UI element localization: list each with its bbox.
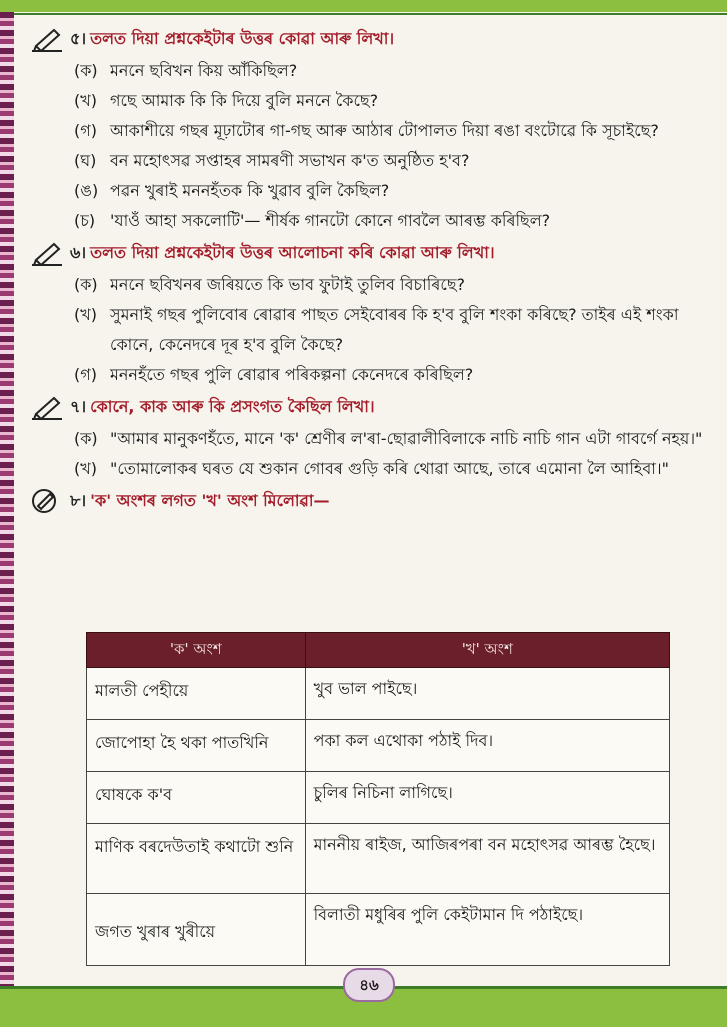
page-content xyxy=(30,22,710,518)
question-number: ৬। xyxy=(70,242,87,262)
cell-a: জগত খুৰাৰ খুৰীয়ে xyxy=(87,894,306,966)
cell-a: ঘোষকে ক'ব xyxy=(87,772,306,824)
pencil-icon xyxy=(30,26,64,52)
page-number: ৪৬ xyxy=(343,968,395,1002)
question-title: কোনে, কাক আৰু কি প্ৰসংগত কৈছিল লিখা। xyxy=(90,396,375,416)
list-item: (ঙ) পৱন খুৰাই মননহঁতক কি খুৱাব বুলি কৈছিল? xyxy=(74,181,390,200)
cell-a: মাণিক বৰদেউতাই কথাটো শুনি xyxy=(87,824,306,894)
table-row xyxy=(87,824,670,894)
table-row xyxy=(87,720,670,772)
column-header-b: 'খ' অংশ xyxy=(305,633,669,668)
question-title: তলত দিয়া প্ৰশ্নকেইটাৰ উত্তৰ আলোচনা কৰি কোৱা আৰু লিখা। xyxy=(90,242,495,262)
list-item: (খ) গছে আমাক কি কি দিয়ে বুলি মননে কৈছে? xyxy=(74,91,379,110)
cell-a: জোপোহা হৈ থকা পাতখিনি xyxy=(87,720,306,772)
matching-table xyxy=(86,632,670,966)
cell-b: বিলাতী মধুৰিৰ পুলি কেইটামান দি পঠাইছে। xyxy=(305,894,669,966)
question-7 xyxy=(30,390,710,484)
list-item: (গ) আকাশীয়ে গছৰ মূঢ়াটোৰ গা-গছ আৰু আঠাৰ টোপালত দিয়া ৰঙা বংটোৱে কি সূচাইছে? xyxy=(74,121,659,140)
table-row xyxy=(87,894,670,966)
question-6 xyxy=(30,236,710,390)
pencil-icon xyxy=(30,240,64,266)
table-row xyxy=(87,668,670,720)
cell-b: চুলিৰ নিচিনা লাগিছে। xyxy=(305,772,669,824)
question-5 xyxy=(30,22,710,236)
list-item: (ক) মননে ছবিখনৰ জৰিয়তে কি ভাব ফুটাই তুলিব বিচাৰিছে? xyxy=(74,275,466,294)
table-row xyxy=(87,772,670,824)
top-border xyxy=(0,0,727,12)
list-item: (ক) "আমাৰ মানুকণহঁতে, মানে 'ক' শ্ৰেণীৰ ল'ৰা-ছোৱালীবিলাকে নাচি নাচি গান এটা গাবৰ্গে নহয়।" xyxy=(74,429,703,448)
question-title: তলত দিয়া প্ৰশ্নকেইটাৰ উত্তৰ কোৱা আৰু লিখা। xyxy=(90,28,395,48)
question-number: ৭। xyxy=(70,396,87,416)
cell-b: পকা কল এথোকা পঠাই দিব। xyxy=(305,720,669,772)
list-item: (ঘ) বন মহোৎসৱ সপ্তাহৰ সামৰণী সভাখন ক'ত অনুষ্ঠিত হ'ব? xyxy=(74,151,470,170)
cell-b: মাননীয় ৰাইজ, আজিৰপৰা বন মহোৎসৱ আৰম্ভ হৈছে। xyxy=(305,824,669,894)
pencil-icon xyxy=(30,394,64,420)
cell-b: খুব ভাল পাইছে। xyxy=(305,668,669,720)
question-number: ৫। xyxy=(70,28,87,48)
question-number: ৮। xyxy=(70,490,87,510)
list-item: (ক) মননে ছবিখন কিয় আঁকিছিল? xyxy=(74,61,298,80)
cell-a: মালতী পেহীয়ে xyxy=(87,668,306,720)
question-title: 'ক' অংশৰ লগত 'খ' অংশ মিলোৱা— xyxy=(90,490,330,510)
list-item: (খ) সুমনাই গছৰ পুলিবোৰ ৰোৱাৰ পাছত সেইবোৰৰ কি হ'ব বুলি শংকা কৰিছে? তাইৰ এই শংকা কোনে, কেনেদৰে দূৰ হ'ব বুলি কৈছে? xyxy=(74,305,679,354)
list-item: (খ) "তোমালোকৰ ঘৰত যে শুকান গোবৰ গুড়ি কৰি থোৱা আছে, তাৰে এমোনা লৈ আহিবা।" xyxy=(74,459,669,478)
question-8 xyxy=(30,484,710,518)
list-item: (চ) 'যাওঁ আহা সকলোটি'— শীৰ্ষক গানটো কোনে গাবলৈ আৰম্ভ কৰিছিল? xyxy=(74,211,551,230)
list-item: (গ) মননহঁতে গছৰ পুলি ৰোৱাৰ পৰিকল্পনা কেনেদৰে কৰিছিল? xyxy=(74,365,474,384)
decorative-left-border xyxy=(0,12,14,986)
column-header-a: 'ক' অংশ xyxy=(87,633,306,668)
pencil-icon xyxy=(30,488,64,514)
